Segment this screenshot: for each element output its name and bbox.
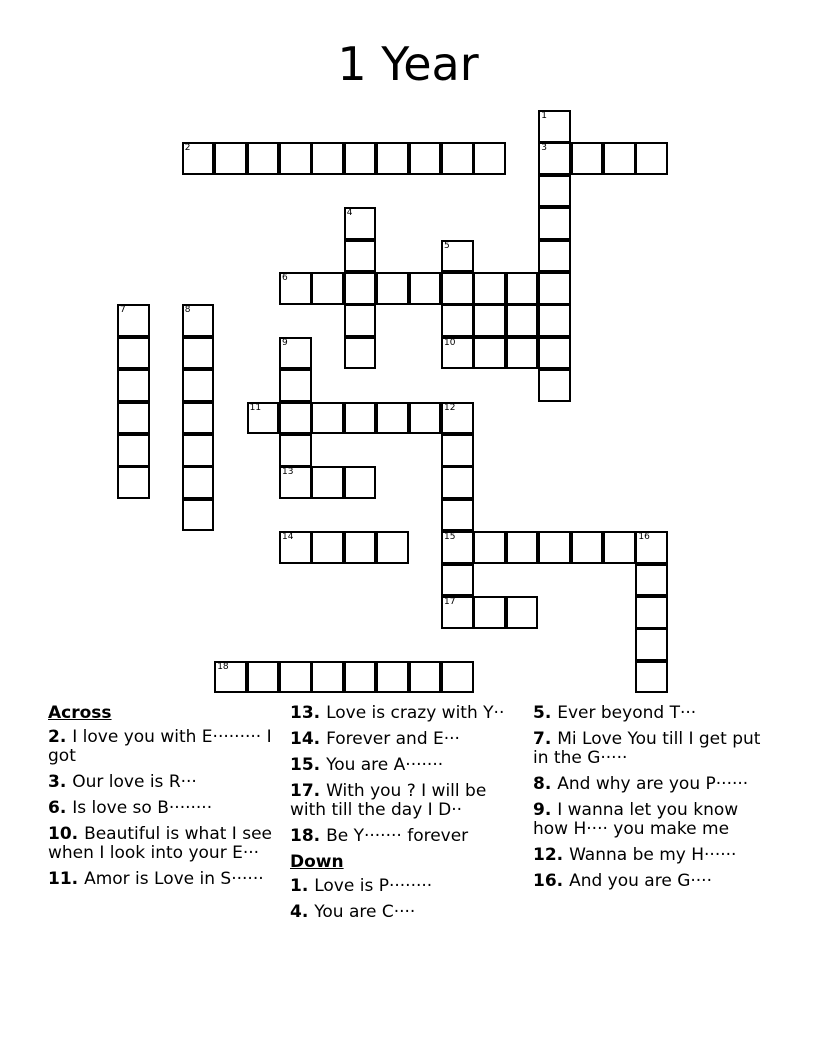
clue-number: 15 [290, 755, 314, 775]
clue-text: And why are you P······ [557, 774, 749, 794]
grid-cell[interactable] [344, 337, 377, 370]
grid-cell[interactable] [182, 142, 215, 175]
grid-cell[interactable] [506, 304, 539, 337]
clue-number: 10 [48, 824, 72, 844]
clue-text: Amor is Love in S······ [84, 869, 264, 889]
cell-number: 16 [638, 532, 650, 543]
grid-cell[interactable] [344, 142, 377, 175]
cell-number: 18 [217, 661, 229, 672]
clue-number: 11 [48, 869, 72, 889]
cell-number: 11 [249, 402, 262, 413]
clue-down-12: 12. Wanna be my H······ [533, 845, 737, 865]
clue-down-1: 1. Love is P········ [290, 876, 433, 896]
grid-cell[interactable] [441, 596, 474, 629]
clue-across-14: 14. Forever and E··· [290, 729, 460, 749]
cell-number: 10 [444, 337, 456, 348]
clue-text: Love is crazy with Y·· [326, 703, 505, 723]
clue-across-18: 18. Be Y······· forever [290, 826, 469, 846]
clue-text: Be Y······· forever [326, 826, 469, 846]
grid-cell[interactable] [441, 434, 474, 467]
grid-cell[interactable] [538, 337, 571, 370]
grid-cell[interactable] [538, 110, 571, 143]
grid-cell[interactable] [635, 661, 668, 694]
cell-number: 7 [120, 305, 126, 316]
clue-down-8: 8. And why are you P······ [533, 774, 749, 794]
grid-cell[interactable] [409, 402, 442, 435]
clue-across-2: 2. I love you with E········· I got [48, 727, 272, 766]
grid-cell[interactable] [635, 596, 668, 629]
clue-number: 9 [533, 800, 545, 820]
grid-cell[interactable] [441, 337, 474, 370]
cell-number: 4 [346, 208, 353, 219]
grid-cell[interactable] [441, 564, 474, 597]
grid-cell[interactable] [247, 142, 280, 175]
grid-cell[interactable] [538, 175, 571, 208]
grid-cell[interactable] [571, 531, 604, 564]
grid-cell[interactable] [117, 434, 150, 467]
down-heading: Down [290, 852, 344, 872]
clues-column-2 [290, 704, 516, 929]
grid-cell[interactable] [473, 142, 506, 175]
grid-cell[interactable] [311, 402, 344, 435]
grid-cell[interactable] [117, 402, 150, 435]
grid-cell[interactable] [473, 531, 506, 564]
cell-number: 9 [282, 337, 288, 348]
clue-text: Is love so B········ [72, 798, 213, 818]
grid-cell[interactable] [279, 369, 312, 402]
grid-cell[interactable] [279, 661, 312, 694]
grid-cell[interactable] [279, 272, 312, 305]
cell-number: 6 [282, 273, 288, 283]
grid-cell[interactable] [635, 142, 668, 175]
grid-cell[interactable] [344, 207, 377, 240]
grid-cell[interactable] [538, 272, 571, 305]
grid-cell[interactable] [506, 337, 539, 370]
clue-text: Love is P········ [314, 876, 433, 896]
grid-cell[interactable] [538, 207, 571, 240]
clue-number: 17 [290, 781, 314, 801]
clue-text: I wanna let you know how H···· you make me [533, 800, 739, 839]
grid-cell[interactable] [344, 240, 377, 273]
grid-cell[interactable] [506, 596, 539, 629]
puzzle-title: 1 Year [337, 37, 479, 91]
grid-cell[interactable] [376, 402, 409, 435]
grid-cell[interactable] [279, 337, 312, 370]
grid-cell[interactable] [635, 564, 668, 597]
grid-cell[interactable] [506, 272, 539, 305]
cell-number: 15 [444, 532, 456, 543]
grid-cell[interactable] [117, 369, 150, 402]
grid-cell[interactable] [117, 466, 150, 499]
grid-cell[interactable] [441, 304, 474, 337]
grid-cell[interactable] [473, 337, 506, 370]
cell-number: 14 [282, 532, 294, 543]
clue-text: And you are G···· [569, 871, 712, 891]
clue-text: Mi Love You till I get put in the G····· [533, 729, 761, 768]
grid-cell[interactable] [182, 337, 215, 370]
grid-cell[interactable] [344, 272, 377, 305]
clue-down-7: 7. Mi Love You till I get put in the G····· [533, 729, 761, 768]
grid-cell[interactable] [182, 304, 215, 337]
grid-cell[interactable] [279, 142, 312, 175]
grid-cell[interactable] [376, 661, 409, 694]
grid-cell[interactable] [376, 531, 409, 564]
grid-cell[interactable] [409, 661, 442, 694]
grid-cell[interactable] [635, 628, 668, 661]
clues-column-1 [48, 704, 282, 896]
clue-number: 3 [48, 772, 60, 792]
clue-text: Beautiful is what I see when I look into your E··· [48, 824, 272, 863]
clue-down-16: 16. And you are G···· [533, 871, 712, 891]
clue-number: 2 [48, 727, 60, 747]
clue-across-15: 15. You are A······· [290, 755, 444, 775]
clue-number: 13 [290, 703, 314, 723]
grid-cell[interactable] [117, 304, 150, 337]
grid-cell[interactable] [182, 434, 215, 467]
grid-cell[interactable] [279, 434, 312, 467]
clue-across-3: 3. Our love is R··· [48, 772, 197, 792]
grid-cell[interactable] [409, 272, 442, 305]
clue-down-4: 4. You are C···· [290, 902, 416, 922]
cell-number: 8 [184, 305, 191, 316]
clue-number: 8 [533, 774, 545, 794]
grid-cell[interactable] [182, 499, 215, 532]
grid-cell[interactable] [344, 531, 377, 564]
grid-cell[interactable] [441, 240, 474, 273]
clue-text: Wanna be my H······ [569, 845, 737, 865]
cell-number: 1 [541, 111, 547, 121]
clue-text: You are A······· [326, 755, 444, 775]
grid-cell[interactable] [311, 142, 344, 175]
clue-down-5: 5. Ever beyond T··· [533, 703, 697, 723]
grid-cell[interactable] [311, 661, 344, 694]
grid-cell[interactable] [441, 661, 474, 694]
grid-cell[interactable] [441, 142, 474, 175]
clue-down-9: 9. I wanna let you know how H···· you make me [533, 800, 739, 839]
cell-number: 2 [184, 143, 191, 154]
grid-cell[interactable] [376, 142, 409, 175]
clue-text: Ever beyond T··· [557, 703, 697, 723]
grid-cell[interactable] [311, 531, 344, 564]
grid-cell[interactable] [473, 304, 506, 337]
clue-number: 1 [290, 876, 302, 896]
grid-cell[interactable] [506, 531, 539, 564]
grid-cell[interactable] [344, 661, 377, 694]
grid-cell[interactable] [571, 142, 604, 175]
grid-cell[interactable] [279, 466, 312, 499]
grid-cell[interactable] [538, 142, 571, 175]
grid-cell[interactable] [344, 402, 377, 435]
grid-cell[interactable] [538, 240, 571, 273]
clue-across-10: 10. Beautiful is what I see when I look into your E··· [48, 824, 272, 863]
clue-number: 7 [533, 729, 545, 749]
grid-cell[interactable] [441, 499, 474, 532]
grid-cell[interactable] [311, 466, 344, 499]
grid-cell[interactable] [441, 272, 474, 305]
clue-text: I love you with E········· I got [48, 727, 272, 766]
cell-number: 17 [444, 597, 456, 607]
clue-across-6: 6. Is love so B········ [48, 798, 213, 818]
grid-cell[interactable] [409, 142, 442, 175]
grid-cell[interactable] [182, 402, 215, 435]
grid-cell[interactable] [376, 272, 409, 305]
clue-text: Forever and E··· [326, 729, 460, 749]
grid-cell[interactable] [635, 531, 668, 564]
cell-number: 13 [282, 467, 294, 478]
cell-number: 3 [541, 143, 547, 154]
clue-number: 6 [48, 798, 60, 818]
clue-number: 12 [533, 845, 557, 865]
grid-cell[interactable] [247, 661, 280, 694]
grid-cell[interactable] [182, 369, 215, 402]
grid-cell[interactable] [344, 304, 377, 337]
cell-number: 12 [444, 402, 456, 413]
grid-cell[interactable] [279, 531, 312, 564]
grid-cell[interactable] [311, 272, 344, 305]
grid-cell[interactable] [344, 466, 377, 499]
grid-cell[interactable] [538, 304, 571, 337]
clue-number: 16 [533, 871, 557, 891]
clue-text: Our love is R··· [72, 772, 197, 792]
clue-number: 18 [290, 826, 314, 846]
grid-cell[interactable] [473, 596, 506, 629]
clue-across-11: 11. Amor is Love in S······ [48, 869, 264, 889]
clue-text: You are C···· [314, 902, 416, 922]
clue-number: 5 [533, 703, 545, 723]
grid-cell[interactable] [441, 531, 474, 564]
grid-cell[interactable] [603, 531, 636, 564]
grid-cell[interactable] [441, 402, 474, 435]
grid-cell[interactable] [247, 402, 280, 435]
grid-cell[interactable] [182, 466, 215, 499]
grid-cell[interactable] [473, 272, 506, 305]
clue-across-17: 17. With you ? I will be with till the day I D·· [290, 781, 487, 820]
grid-cell[interactable] [538, 369, 571, 402]
grid-cell[interactable] [117, 337, 150, 370]
grid-cell[interactable] [279, 402, 312, 435]
clue-text: With you ? I will be with till the day I D·· [290, 781, 487, 820]
grid-cell[interactable] [441, 466, 474, 499]
grid-cell[interactable] [214, 142, 247, 175]
grid-cell[interactable] [214, 661, 247, 694]
cell-number: 5 [444, 240, 450, 251]
across-heading: Across [48, 703, 112, 723]
clue-number: 4 [290, 902, 302, 922]
clue-across-13: 13. Love is crazy with Y·· [290, 703, 505, 723]
clues-column-3 [533, 704, 773, 898]
clue-number: 14 [290, 729, 314, 749]
grid-cell[interactable] [603, 142, 636, 175]
grid-cell[interactable] [538, 531, 571, 564]
